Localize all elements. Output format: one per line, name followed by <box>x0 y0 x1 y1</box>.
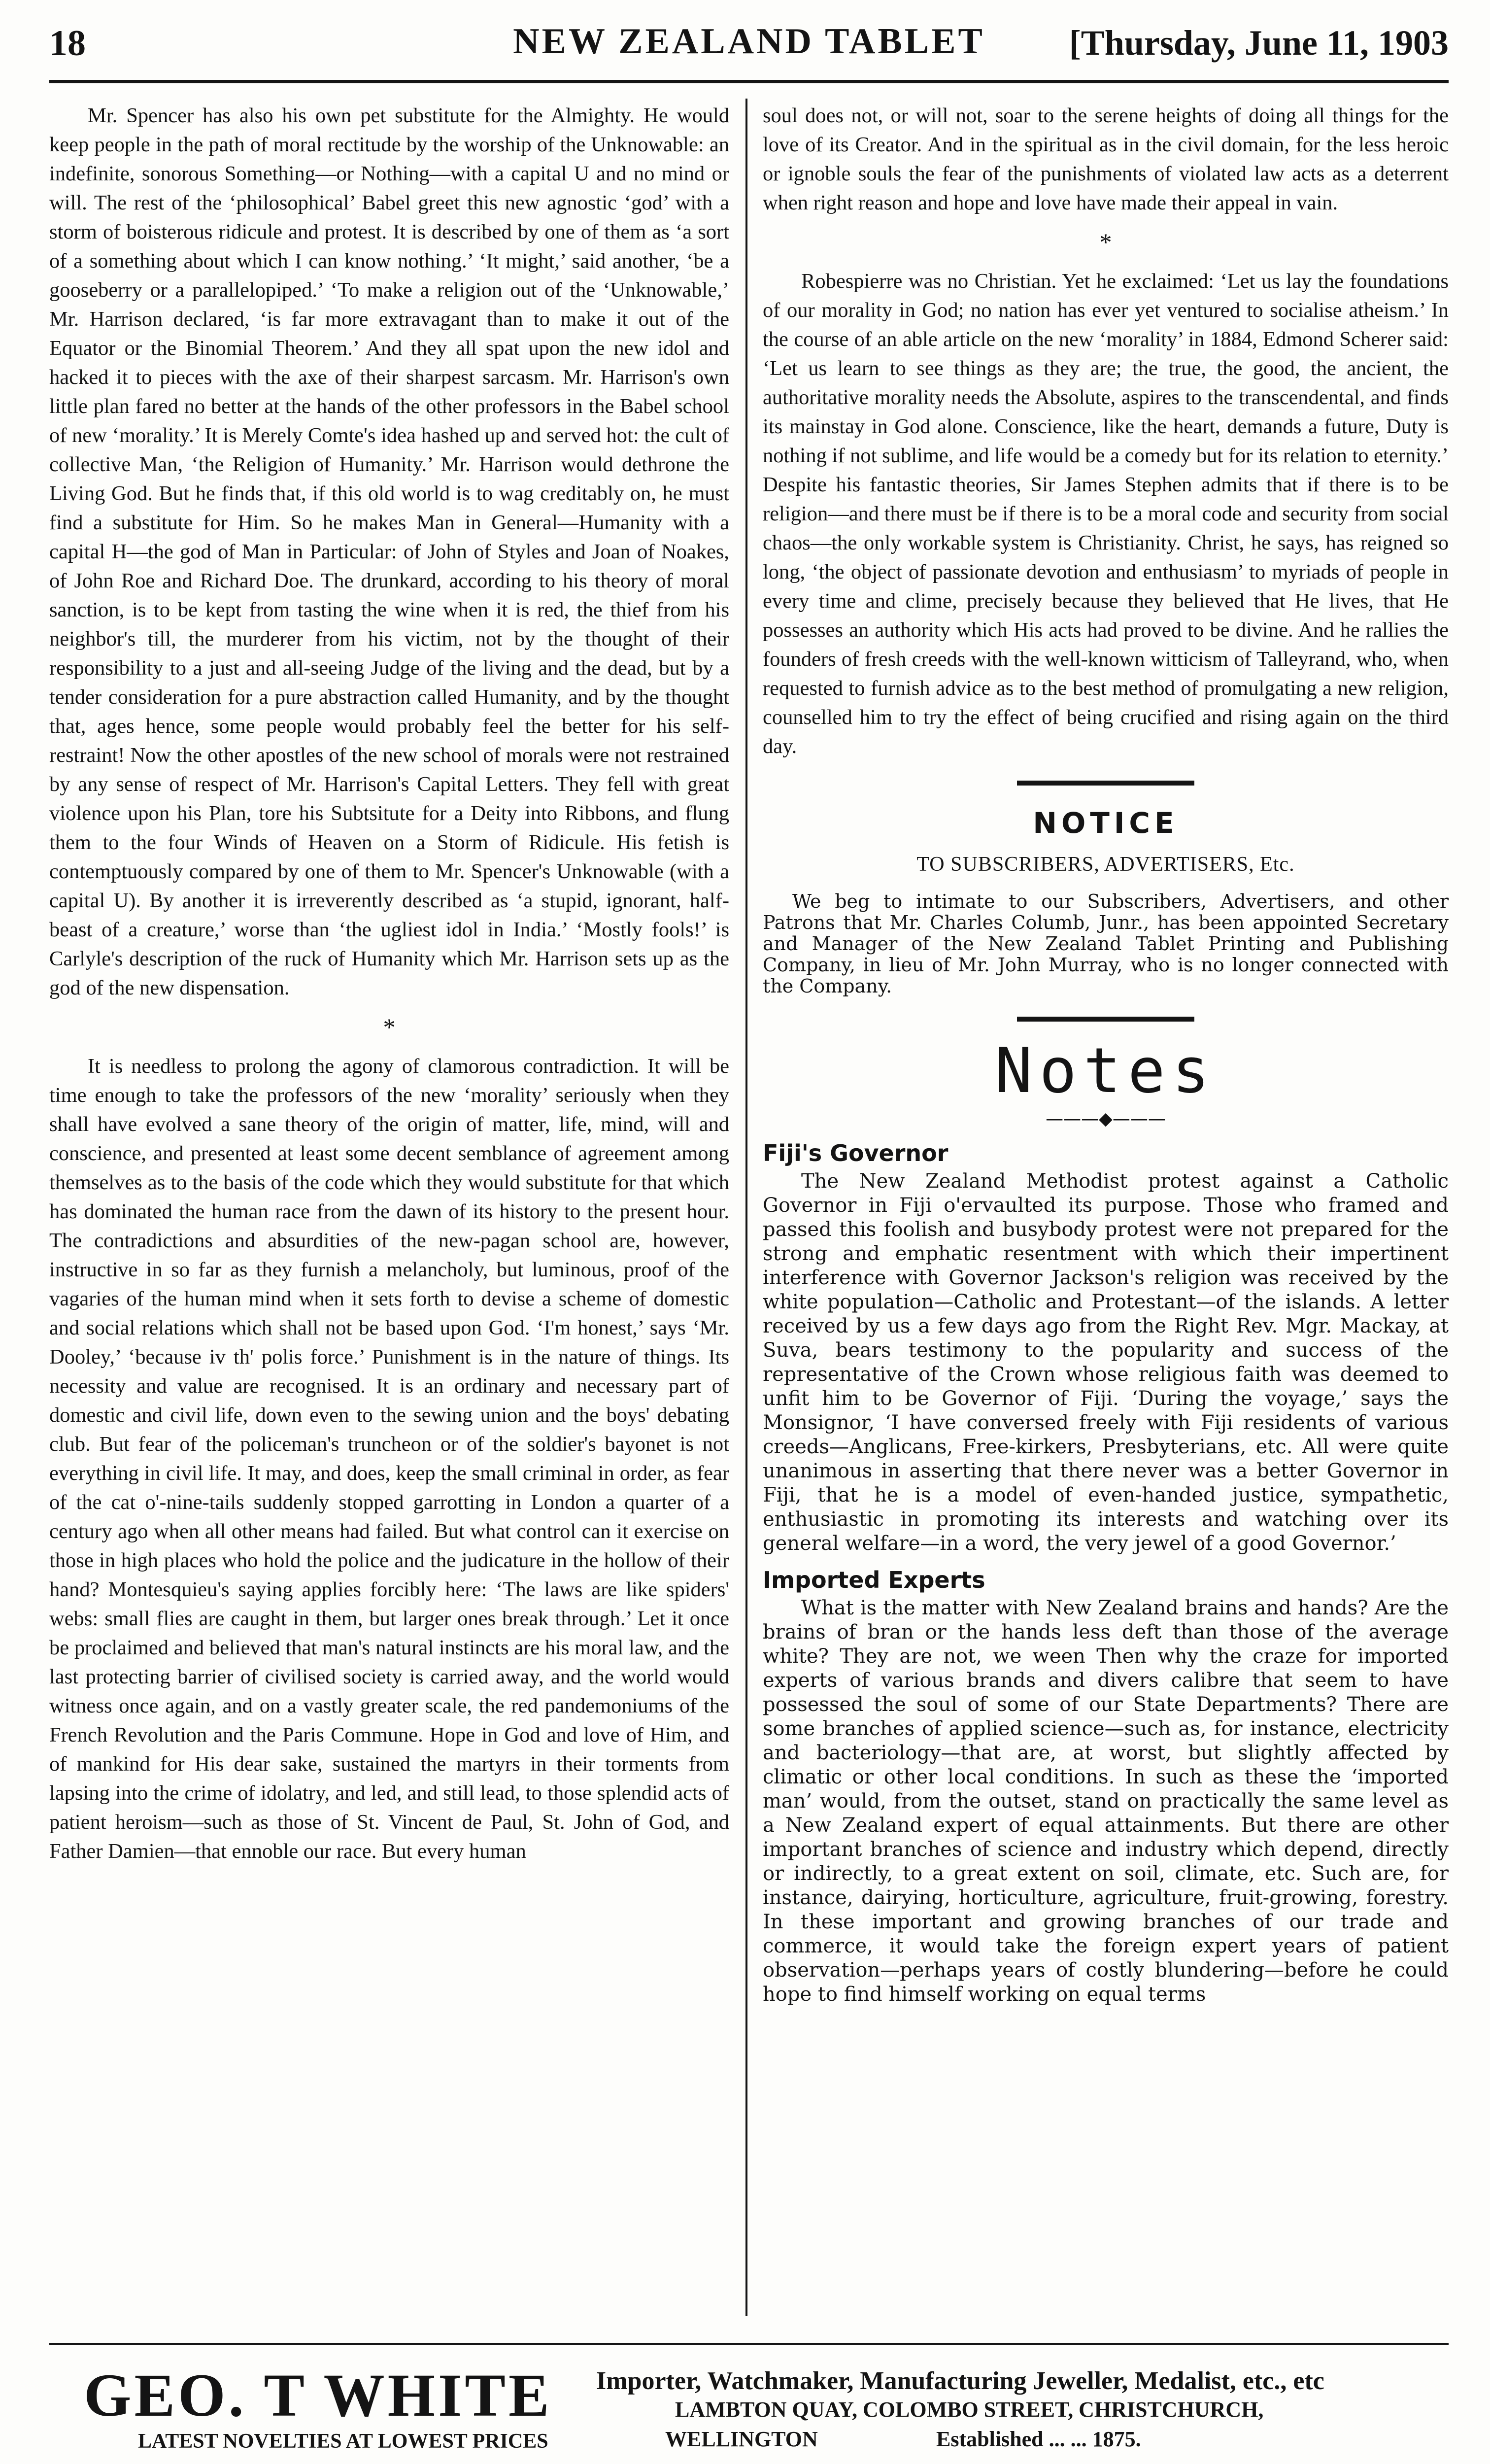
ornament-divider-icon: ———◆——— <box>1046 1109 1166 1129</box>
article-paragraph: soul does not, or will not, soar to the serene heights of doing all things for the love of its Creator. And in the spiritual as in the civil domain, for the less heroic or ignoble souls the fear of the punishments of violated law acts as a deterrent when right reason and hope and love have made their appeal in vain. <box>763 104 1449 214</box>
notes-title: Notes <box>995 1034 1217 1107</box>
ad-trade-description: Importer, Watchmaker, Manufacturing Jeweller, Medalist, etc., etc <box>596 2367 1324 2395</box>
notice-rule <box>1017 781 1194 786</box>
notes-rule <box>1017 1017 1194 1022</box>
footer-rule <box>49 2343 1449 2345</box>
masthead-rule <box>49 80 1449 83</box>
masthead <box>49 19 1449 74</box>
section-divider-star: * <box>1099 228 1112 256</box>
ad-tagline: LATEST NOVELTIES AT LOWEST PRICES <box>138 2430 548 2453</box>
section-divider-star: * <box>383 1013 396 1041</box>
page-number: 18 <box>49 23 86 64</box>
ad-business-name: GEO. T WHITE <box>84 2361 552 2429</box>
section-heading: Fiji's Governor <box>763 1140 948 1166</box>
issue-date: [Thursday, June 11, 1903 <box>1069 23 1449 63</box>
ad-address: LAMBTON QUAY, COLOMBO STREET, CHRISTCHURCH, <box>675 2397 1264 2422</box>
newspaper-title: NEW ZEALAND TABLET <box>513 21 985 62</box>
article-paragraph: Mr. Spencer has also his own pet substitute for the Almighty. He would keep people in the path of moral rectitude by the worship of the Unknowable: an indefinite, sonorous Something—or Nothing—with a capital U and no mind or will. The rest of the ‘philosophical’ Babel greet this new agnostic ‘god’ with a storm of boisterous ridicule and protest. It is described by one of them as ‘a sort of a something about which I can know nothing.’ ‘It might,’ said another, ‘be a gooseberry or a parallelopiped.’ ‘To make a religion out of the ‘Unknowable,’ Mr. Harrison declared, ‘is far more extravagant than to make it out of the Equator or the Binomial Theorem.’ And they all spat upon the new idol and hacked it to pieces with the axe of their sharpest sarcasm. Mr. Harrison's own little plan fared no better at the hands of the other professors in the Babel school of new ‘morality.’ It is Merely Comte's idea hashed up and served hot: the cult of collective Man, ‘the Religion of Humanity.’ Mr. Harrison would dethrone the Living God. But he finds that, if this old world is to wag creditably on, he must find a substitute for Him. So he makes Man in General—Humanity with a capital H—the god of Man in Particular: of John of Styles and Joan of Noakes, of John Roe and Richard Doe. The drunkard, according to his theory of moral sanction, is to be kept from tasting the wine when it is red, the thief from his neighbor's till, the murderer from his victim, not by the thought of their responsibility to a just and all-seeing Judge of the living and the dead, but by a tender consideration for a pure abstraction called Humanity, and by the thought that, ages hence, some people would probably feel the better for his self-restraint! Now the other apostles of the new school of morals were not restrained by any sense of respect of Mr. Harrison's Capital Letters. They fell with great violence upon his Plan, tore his Subtsitute for a Deity into Ribbons, and flung them to the four Winds of Heaven on a Storm of Ridicule. His fetish is contemptuously compared by one of them to Mr. Spencer's Unknowable (with a capital U). By another it is irreverently described as ‘a stupid, ignorant, half-beast of a creature,’ worse than ‘the ugliest idol in India.’ ‘Mostly fools!’ is Carlyle's description of the ruck of Humanity which Mr. Harrison sets up as the god of the new dispensation. <box>49 104 729 999</box>
ad-city: WELLINGTON <box>665 2427 818 2451</box>
column-divider <box>745 99 747 2316</box>
section-body: What is the matter with New Zealand brains and hands? Are the brains of bran or the hands less deft than those of the average white? They are not, we ween Then why the craze for imported experts of various brands and divers calibre that seem to have possessed the soul of some of our State Departments? There are some branches of applied science—such as, for instance, electricity and bacteriology—that are, at worst, but slightly affected by climatic or other local conditions. In such as these the ‘imported man’ would, from the outset, stand on practically the same level as a New Zealand expert of equal attainments. But there are other important branches of science and industry which depend, directly or indirectly, to a great extent on soil, climate, etc. Such are, for instance, dairying, horticulture, agriculture, fruit-growing, forestry. In these important and growing branches of our trade and commerce, it would take the foreign expert years of patient observation—perhaps years of costly blundering—before he could hope to find himself working on equal terms <box>763 1597 1449 2006</box>
left-column <box>49 101 729 1866</box>
notice-title: NOTICE <box>1033 806 1179 840</box>
section-heading: Imported Experts <box>763 1567 985 1593</box>
article-paragraph: Robespierre was no Christian. Yet he exclaimed: ‘Let us lay the foundations of our morality in God; no nation has ever yet ventured to socialise atheism.’ In the course of an able article on the new ‘morality’ in 1884, Edmond Scherer said: ‘Let us learn to see things as they are; the true, the good, the ancient, the authoritative morality needs the Absolute, aspires to the transcendental, and finds its mainstay in God alone. Conscience, like the heart, demands a future, Duty is nothing if not sublime, and life would be a comedy but for its relation to eternity.’ Despite his fantastic theories, Sir James Stephen admits that if there is to be religion—and there must be if there is to be a moral code and security from social chaos—the only workable system is Christianity. Christ, he says, has reigned so long, ‘the object of passionate devotion and enthusiasm’ to myriads of people in every time and clime, precisely because they believed that He lives, that He possesses an authority which His acts had proved to be divine. And he rallies the founders of fresh creeds with the well-known witticism of Talleyrand, who, when requested to furnish advice as to the best method of promulgating a new religion, counselled him to try the effect of being crucified and rising again on the third day. <box>763 270 1449 758</box>
notice-body: We beg to intimate to our Subscribers, Advertisers, and other Patrons that Mr. Charles Columb, Junr., has been appointed Secretary and Manager of the New Zealand Tablet Printing and Publishing Company, in lieu of Mr. John Murray, who is no longer connected with the Company. <box>763 890 1449 997</box>
right-column <box>763 101 1449 2007</box>
notice-subtitle: TO SUBSCRIBERS, ADVERTISERS, Etc. <box>916 853 1295 876</box>
ad-established: Established ... ... 1875. <box>936 2427 1141 2451</box>
advertisement <box>49 2361 1449 2464</box>
article-paragraph: It is needless to prolong the agony of clamorous contradiction. It will be time enough to take the professors of the new ‘morality’ seriously when they shall have evolved a sane theory of the origin of matter, life, mind, will and conscience, and presented at least some decent semblance of agreement among themselves as to the basis of the code which they would substitute for that which has dominated the human race from the dawn of its history to the present hour. The contradictions and absurdities of the new-pagan school are, however, instructive in so far as they furnish a melancholy, but luminous, proof of the vagaries of the human mind when it sets forth to devise a scheme of domestic and social relations which shall not be based upon God. ‘I'm honest,’ says ‘Mr. Dooley,’ ‘because iv th' polis force.’ Punishment is in the nature of things. Its necessity and value are recognised. It is an ordinary and necessary part of domestic and civil life, down even to the sewing union and the boys' debating club. But fear of the policeman's truncheon or of the soldier's bayonet is not everything in civil life. It may, and does, keep the small criminal in order, as fear of the cat o'-nine-tails suddenly stopped garrotting in London a quarter of a century ago when all other means had failed. But what control can it exercise on those in high places who hold the police and the judicature in the hollow of their hand? Montesquieu's saying applies forcibly here: ‘The laws are like spiders' webs: small flies are caught in them, but larger ones break through.’ Let it once be proclaimed and believed that man's natural instincts are his moral law, and the last protecting barrier of civilised society is carried away, and the world would witness once again, and on a vastly greater scale, the red pandemoniums of the French Revolution and the Paris Commune. Hope in God and love of Him, and of mankind for His dear sake, sustained the martyrs in their torments from lapsing into the crime of idolatry, and led, and still lead, to those splendid acts of patient heroism—such as those of St. Vincent de Paul, St. John of God, and Father Damien—that ennoble our race. But every human <box>49 1055 729 1863</box>
section-body: The New Zealand Methodist protest against a Catholic Governor in Fiji o'ervaulted its purpose. Those who framed and passed this foolish and busybody protest were not prepared for the strong and emphatic resentment with which their impertinent interference with Governor Jackson's religion was received by the white population—Catholic and Protestant—of the islands. A letter received by us a few days ago from the Right Rev. Mgr. Mackay, at Suva, bears testimony to the popularity and success of the representative of the Crown whose religious faith was deemed to unfit him to be Governor of Fiji. ‘During the voyage,’ says the Monsignor, ‘I have conversed freely with Fiji residents of various creeds—Anglicans, Free-kirkers, Presbyterians, etc. All were quite unanimous in asserting that there never was a better Governor in Fiji, that he is a model of even-handed justice, sympathetic, enthusiastic in promoting its interests and watching over its general welfare—in a word, the very jewel of a good Governor.’ <box>763 1170 1449 1555</box>
